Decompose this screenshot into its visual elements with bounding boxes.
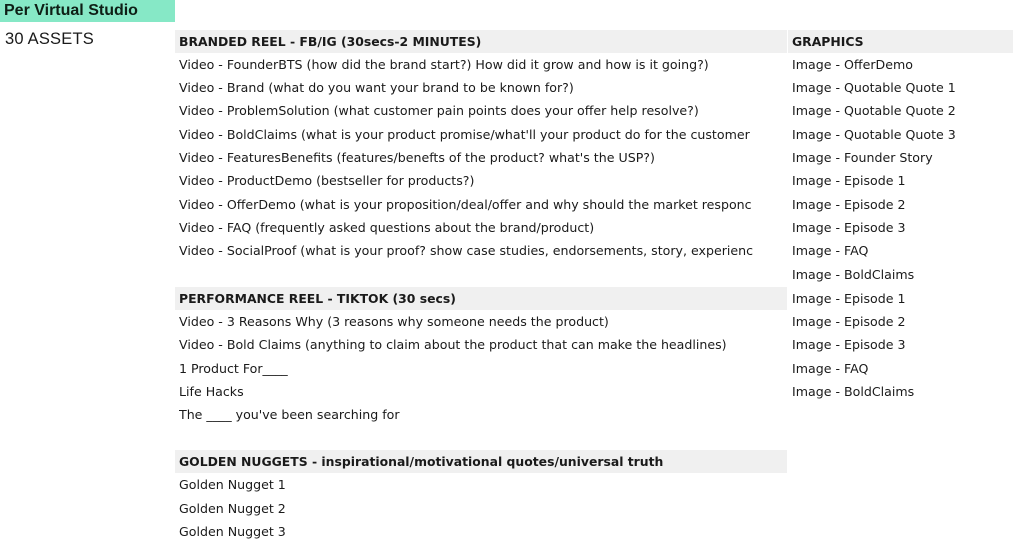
studio-title: Per Virtual Studio	[0, 0, 175, 22]
list-item: Video - FAQ (frequently asked questions about the brand/product)	[179, 220, 595, 235]
performance-reel-header: PERFORMANCE REEL - TIKTOK (30 secs)	[179, 291, 456, 306]
list-item: Image - Episode 2	[792, 197, 906, 212]
list-item: Video - ProblemSolution (what customer pain points does your offer help resolve?)	[179, 103, 699, 118]
list-item: Image - Episode 3	[792, 220, 906, 235]
list-item: Video - FounderBTS (how did the brand start?) How did it grow and how is it going?)	[179, 57, 709, 72]
list-item: Video - BoldClaims (what is your product promise/what'll your product do for the customer	[179, 127, 750, 142]
list-item: Video - OfferDemo (what is your proposition/deal/offer and why should the market responc	[179, 197, 752, 212]
list-item: The ____ you've been searching for	[179, 407, 400, 422]
list-item: Image - Episode 1	[792, 173, 906, 188]
list-item: Life Hacks	[179, 384, 244, 399]
list-item: Image - OfferDemo	[792, 57, 913, 72]
list-item: Image - BoldClaims	[792, 384, 915, 399]
list-item: Golden Nugget 1	[179, 477, 286, 492]
list-item: Video - Bold Claims (anything to claim about the product that can make the headlines)	[179, 337, 727, 352]
list-item: Video - SocialProof (what is your proof? show case studies, endorsements, story, experienc	[179, 243, 754, 258]
list-item: Image - Founder Story	[792, 150, 933, 165]
golden-nuggets-header: GOLDEN NUGGETS - inspirational/motivational quotes/universal truth	[179, 454, 664, 469]
list-item: Image - FAQ	[792, 361, 869, 376]
list-item: Video - FeaturesBenefits (features/benefts of the product? what's the USP?)	[179, 150, 655, 165]
list-item: Video - 3 Reasons Why (3 reasons why someone needs the product)	[179, 314, 609, 329]
list-item: Image - Quotable Quote 2	[792, 103, 956, 118]
branded-reel-header: BRANDED REEL - FB/IG (30secs-2 MINUTES)	[179, 34, 482, 49]
list-item: 1 Product For____	[179, 361, 288, 376]
list-item: Image - Episode 1	[792, 291, 906, 306]
list-item: Video - Brand (what do you want your brand to be known for?)	[179, 80, 574, 95]
list-item: Image - BoldClaims	[792, 267, 915, 282]
list-item: Image - Episode 2	[792, 314, 906, 329]
graphics-header: GRAPHICS	[792, 34, 864, 49]
list-item: Golden Nugget 2	[179, 501, 286, 516]
list-item: Image - Episode 3	[792, 337, 906, 352]
list-item: Image - Quotable Quote 3	[792, 127, 956, 142]
list-item: Image - Quotable Quote 1	[792, 80, 956, 95]
assets-count-label: 30 ASSETS	[5, 30, 94, 48]
list-item: Image - FAQ	[792, 243, 869, 258]
list-item: Video - ProductDemo (bestseller for products?)	[179, 173, 475, 188]
list-item: Golden Nugget 3	[179, 524, 286, 539]
